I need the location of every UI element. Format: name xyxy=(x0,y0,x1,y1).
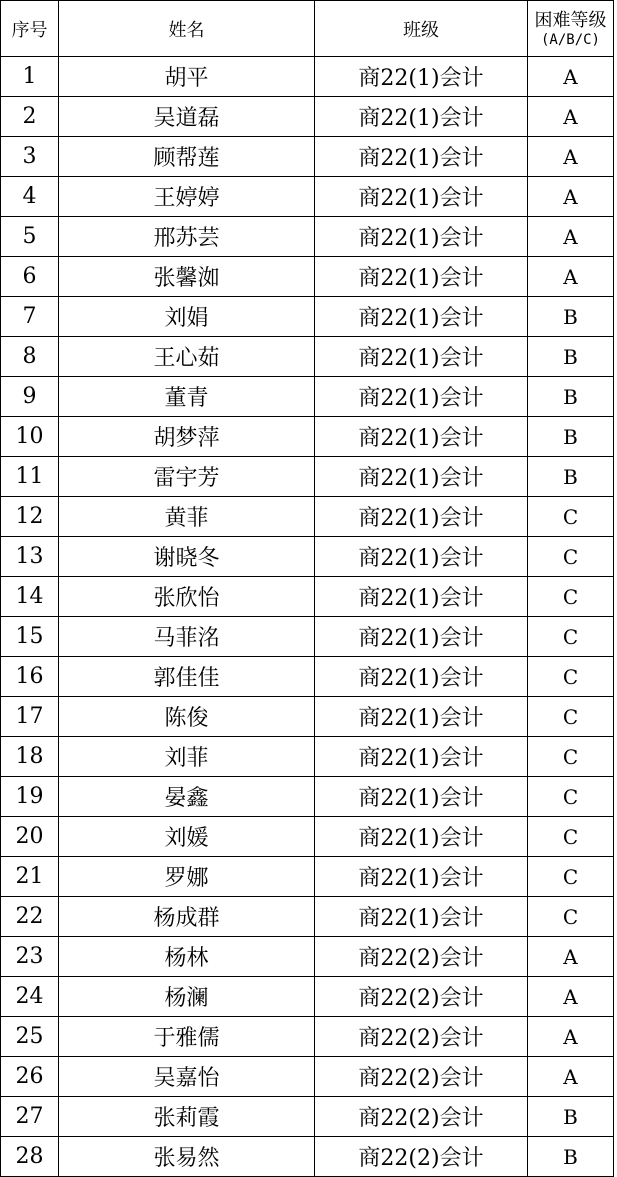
cell-class: 商22(1)会计 xyxy=(315,737,528,777)
cell-level: A xyxy=(528,257,614,297)
cell-name: 刘娟 xyxy=(59,297,315,337)
cell-name: 张欣怡 xyxy=(59,577,315,617)
cell-class: 商22(1)会计 xyxy=(315,377,528,417)
cell-class: 商22(2)会计 xyxy=(315,1097,528,1137)
cell-index: 13 xyxy=(1,537,59,577)
cell-name: 王心茹 xyxy=(59,337,315,377)
cell-name: 雷宇芳 xyxy=(59,457,315,497)
cell-index: 21 xyxy=(1,857,59,897)
cell-level: B xyxy=(528,457,614,497)
cell-name: 刘菲 xyxy=(59,737,315,777)
header-row xyxy=(1,1,614,57)
cell-index: 7 xyxy=(1,297,59,337)
cell-class: 商22(1)会计 xyxy=(315,417,528,457)
cell-name: 杨澜 xyxy=(59,977,315,1017)
cell-level: B xyxy=(528,337,614,377)
table-row xyxy=(1,1097,614,1137)
table-row xyxy=(1,497,614,537)
cell-level: A xyxy=(528,937,614,977)
cell-index: 20 xyxy=(1,817,59,857)
cell-level: A xyxy=(528,977,614,1017)
table-row xyxy=(1,217,614,257)
cell-class: 商22(2)会计 xyxy=(315,937,528,977)
cell-index: 15 xyxy=(1,617,59,657)
cell-index: 25 xyxy=(1,1017,59,1057)
cell-index: 19 xyxy=(1,777,59,817)
cell-index: 27 xyxy=(1,1097,59,1137)
cell-index: 3 xyxy=(1,137,59,177)
table-row xyxy=(1,817,614,857)
cell-level: A xyxy=(528,217,614,257)
cell-name: 王婷婷 xyxy=(59,177,315,217)
header-level-options: (A/B/C) xyxy=(540,31,600,48)
cell-name: 董青 xyxy=(59,377,315,417)
cell-level: A xyxy=(528,1057,614,1097)
table-row xyxy=(1,417,614,457)
table-body xyxy=(1,57,614,1177)
table-row xyxy=(1,857,614,897)
header-class: 班级 xyxy=(315,1,528,57)
header-level-title: 困难等级 xyxy=(534,9,607,31)
cell-index: 12 xyxy=(1,497,59,537)
cell-class: 商22(1)会计 xyxy=(315,697,528,737)
cell-class: 商22(1)会计 xyxy=(315,177,528,217)
cell-class: 商22(1)会计 xyxy=(315,777,528,817)
cell-class: 商22(1)会计 xyxy=(315,577,528,617)
cell-class: 商22(1)会计 xyxy=(315,617,528,657)
cell-index: 14 xyxy=(1,577,59,617)
cell-name: 谢晓冬 xyxy=(59,537,315,577)
cell-index: 11 xyxy=(1,457,59,497)
table-row xyxy=(1,737,614,777)
cell-class: 商22(1)会计 xyxy=(315,537,528,577)
table-row xyxy=(1,1017,614,1057)
cell-class: 商22(2)会计 xyxy=(315,1137,528,1177)
cell-level: C xyxy=(528,577,614,617)
cell-name: 罗娜 xyxy=(59,857,315,897)
cell-class: 商22(1)会计 xyxy=(315,337,528,377)
cell-name: 吴道磊 xyxy=(59,97,315,137)
cell-level: A xyxy=(528,137,614,177)
cell-index: 1 xyxy=(1,57,59,97)
cell-name: 杨成群 xyxy=(59,897,315,937)
cell-class: 商22(1)会计 xyxy=(315,817,528,857)
cell-level: B xyxy=(528,297,614,337)
table-row xyxy=(1,537,614,577)
cell-name: 邢苏芸 xyxy=(59,217,315,257)
cell-class: 商22(1)会计 xyxy=(315,57,528,97)
cell-name: 张易然 xyxy=(59,1137,315,1177)
table-row xyxy=(1,137,614,177)
cell-index: 16 xyxy=(1,657,59,697)
header-name: 姓名 xyxy=(59,1,315,57)
cell-level: C xyxy=(528,817,614,857)
cell-class: 商22(1)会计 xyxy=(315,297,528,337)
table-row xyxy=(1,1137,614,1177)
cell-index: 2 xyxy=(1,97,59,137)
cell-index: 8 xyxy=(1,337,59,377)
table-row xyxy=(1,57,614,97)
cell-index: 18 xyxy=(1,737,59,777)
cell-name: 马菲洺 xyxy=(59,617,315,657)
table-row xyxy=(1,777,614,817)
cell-level: C xyxy=(528,897,614,937)
cell-index: 24 xyxy=(1,977,59,1017)
table-row xyxy=(1,377,614,417)
cell-class: 商22(2)会计 xyxy=(315,1057,528,1097)
table-row xyxy=(1,97,614,137)
table-row xyxy=(1,457,614,497)
table-row xyxy=(1,177,614,217)
table-row xyxy=(1,657,614,697)
cell-level: C xyxy=(528,697,614,737)
cell-class: 商22(1)会计 xyxy=(315,457,528,497)
cell-class: 商22(1)会计 xyxy=(315,97,528,137)
cell-index: 17 xyxy=(1,697,59,737)
cell-name: 陈俊 xyxy=(59,697,315,737)
cell-class: 商22(1)会计 xyxy=(315,657,528,697)
cell-name: 黄菲 xyxy=(59,497,315,537)
cell-level: C xyxy=(528,617,614,657)
cell-level: C xyxy=(528,737,614,777)
header-index: 序号 xyxy=(1,1,59,57)
table-row xyxy=(1,577,614,617)
cell-level: C xyxy=(528,857,614,897)
cell-class: 商22(1)会计 xyxy=(315,217,528,257)
cell-name: 晏鑫 xyxy=(59,777,315,817)
cell-class: 商22(1)会计 xyxy=(315,857,528,897)
cell-name: 顾帮莲 xyxy=(59,137,315,177)
cell-level: C xyxy=(528,657,614,697)
cell-name: 胡梦萍 xyxy=(59,417,315,457)
cell-level: A xyxy=(528,1017,614,1057)
cell-name: 于雅儒 xyxy=(59,1017,315,1057)
cell-index: 9 xyxy=(1,377,59,417)
cell-level: C xyxy=(528,537,614,577)
cell-index: 28 xyxy=(1,1137,59,1177)
cell-name: 张馨洳 xyxy=(59,257,315,297)
cell-class: 商22(1)会计 xyxy=(315,137,528,177)
table-row xyxy=(1,337,614,377)
cell-index: 10 xyxy=(1,417,59,457)
cell-name: 张莉霞 xyxy=(59,1097,315,1137)
cell-index: 6 xyxy=(1,257,59,297)
cell-index: 26 xyxy=(1,1057,59,1097)
table-row xyxy=(1,1057,614,1097)
table-row xyxy=(1,257,614,297)
table-row xyxy=(1,697,614,737)
cell-name: 郭佳佳 xyxy=(59,657,315,697)
table-row xyxy=(1,937,614,977)
cell-level: B xyxy=(528,417,614,457)
table-row xyxy=(1,297,614,337)
cell-level: C xyxy=(528,777,614,817)
cell-level: B xyxy=(528,377,614,417)
cell-level: A xyxy=(528,57,614,97)
cell-index: 22 xyxy=(1,897,59,937)
cell-index: 5 xyxy=(1,217,59,257)
cell-class: 商22(1)会计 xyxy=(315,497,528,537)
cell-index: 23 xyxy=(1,937,59,977)
table-row xyxy=(1,897,614,937)
cell-level: B xyxy=(528,1137,614,1177)
cell-class: 商22(2)会计 xyxy=(315,977,528,1017)
cell-level: C xyxy=(528,497,614,537)
cell-name: 刘媛 xyxy=(59,817,315,857)
cell-class: 商22(1)会计 xyxy=(315,897,528,937)
header-level xyxy=(528,1,614,57)
cell-name: 胡平 xyxy=(59,57,315,97)
cell-level: A xyxy=(528,97,614,137)
cell-level: B xyxy=(528,1097,614,1137)
cell-name: 杨林 xyxy=(59,937,315,977)
cell-class: 商22(1)会计 xyxy=(315,257,528,297)
cell-class: 商22(2)会计 xyxy=(315,1017,528,1057)
cell-name: 吴嘉怡 xyxy=(59,1057,315,1097)
table-row xyxy=(1,617,614,657)
cell-index: 4 xyxy=(1,177,59,217)
cell-level: A xyxy=(528,177,614,217)
table-row xyxy=(1,977,614,1017)
